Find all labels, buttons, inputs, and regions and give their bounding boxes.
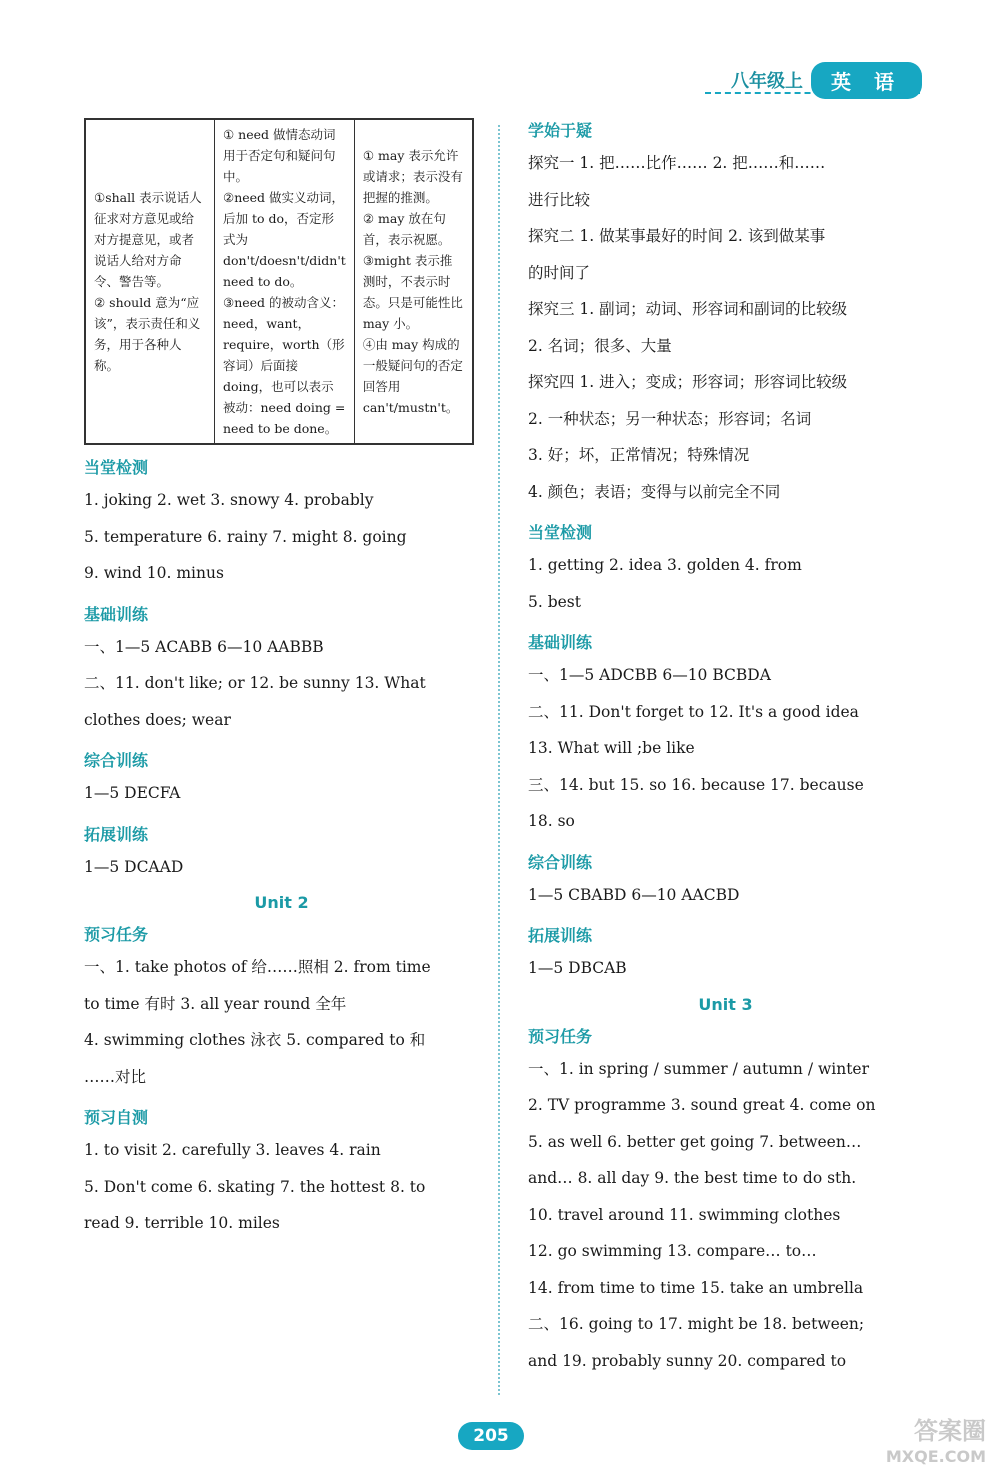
may-cell (354, 119, 473, 444)
section-title: 当堂检测 (84, 458, 149, 477)
answer-line: 9. wind 10. minus (84, 564, 224, 582)
answer-line: 4. 颜色；表语；变得与以前完全不同 (528, 482, 781, 501)
section-title: 综合训练 (528, 852, 593, 872)
answer-line: 探究四 1. 进入；变成；形容词；形容词比较级 (528, 373, 848, 391)
answer-line: clothes does; wear (84, 710, 231, 729)
watermark-logo (886, 1418, 986, 1470)
answer-line: 3. 好；坏，正常情况；特殊情况 (528, 446, 750, 464)
answer-line: 一、1—5 ACABB 6—10 AABBB (84, 637, 324, 656)
answer-line: to time 有时 3. all year round 全年 (84, 994, 347, 1013)
section-title: 拓展训练 (528, 926, 593, 945)
page-header (731, 58, 922, 102)
answer-line: 10. travel around 11. swimming clothes (528, 1205, 841, 1224)
answer-line: 1. joking 2. wet 3. snowy 4. probably (84, 491, 374, 509)
watermark-url: MXQE.COM (885, 1447, 986, 1466)
answer-line: 18. so (528, 812, 575, 830)
table-text: ① need 做情态动词用于否定句和疑问句中。 (223, 127, 336, 184)
watermark-text: 答案圈 (914, 1417, 986, 1445)
left-column (84, 118, 479, 1242)
answer-line: 二、16. going to 17. might be 18. between; (528, 1315, 865, 1333)
modal-verb-table (84, 118, 474, 445)
answer-line: 5. as well 6. better get going 7. between… (528, 1132, 862, 1151)
answer-line: read 9. terrible 10. miles (84, 1214, 280, 1232)
answer-line: 探究一 1. 把……比作…… 2. 把……和…… (528, 154, 826, 172)
answer-line: 1—5 CBABD 6—10 AACBD (528, 885, 740, 904)
answer-line: 12. go swimming 13. compare… to… (528, 1242, 817, 1260)
answer-line: 1. to visit 2. carefully 3. leaves 4. rain (84, 1141, 381, 1159)
answer-line: ……对比 (84, 1067, 147, 1086)
table-text: ②need 做实义动词，后加 to do，否定形式为 don't/doesn't/didn't need to do。 (223, 190, 346, 289)
answer-line: 1—5 DBCAB (528, 959, 627, 977)
answer-line: 5. Don't come 6. skating 7. the hottest 8. to (84, 1177, 426, 1196)
answer-line: 二、11. don't like; or 12. be sunny 13. What (84, 674, 426, 692)
right-column (528, 118, 923, 1379)
unit-heading: Unit 3 (698, 994, 753, 1014)
table-text: ③might 表示推测时，不表示时态。只是可能性比 may 小。 (362, 253, 463, 331)
section-title: 预习任务 (84, 925, 149, 944)
page-number: 205 (458, 1422, 524, 1450)
section-title: 学始于疑 (528, 121, 593, 140)
subject-badge: 英 语 (811, 62, 922, 99)
shall-cell (85, 119, 215, 444)
answer-line: 5. best (528, 592, 581, 611)
table-text: ①shall 表示说话人征求对方意见或给对方提意见，或者说话人给对方命令、警告等。 (94, 190, 202, 289)
grade-label: 八年级上 (731, 71, 804, 92)
answer-line: 5. temperature 6. rainy 7. might 8. going (84, 527, 407, 546)
answer-line: 2. 名词；很多、大量 (528, 336, 672, 355)
table-text: ① may 表示允许或请求；表示没有把握的推测。 (362, 148, 463, 205)
answer-line: 1—5 DECFA (84, 784, 181, 802)
answer-line: 13. What will ;be like (528, 739, 695, 757)
section-title: 基础训练 (84, 604, 149, 624)
answer-line: 1. getting 2. idea 3. golden 4. from (528, 556, 802, 574)
answer-line: 一、1—5 ADCBB 6—10 BCBDA (528, 666, 771, 684)
answer-line: 三、14. but 15. so 16. because 17. because (528, 775, 864, 794)
answer-line: 一、1. in spring / summer / autumn / winter (528, 1059, 870, 1078)
answer-line: 二、11. Don't forget to 12. It's a good idea (528, 702, 859, 721)
answer-line: 1—5 DCAAD (84, 857, 184, 876)
answer-line: 2. TV programme 3. sound great 4. come on (528, 1096, 876, 1114)
section-title: 预习自测 (84, 1108, 149, 1127)
column-divider (498, 125, 500, 1395)
unit-heading: Unit 2 (254, 893, 309, 912)
answer-line: 探究二 1. 做某事最好的时间 2. 该到做某事 (528, 227, 826, 245)
table-text: ④由 may 构成的一般疑问句的否定回答用 can't/mustn't。 (362, 337, 463, 415)
answer-line: 探究三 1. 副词；动词、形容词和副词的比较级 (528, 300, 848, 318)
need-cell (215, 119, 355, 444)
header-divider (705, 92, 920, 94)
section-title: 拓展训练 (84, 824, 149, 844)
answer-line: 进行比较 (528, 190, 591, 209)
section-title: 当堂检测 (528, 523, 593, 542)
answer-line: 4. swimming clothes 泳衣 5. compared to 和 (84, 1031, 426, 1049)
table-text: ② should 意为“应该”，表示责任和义务，用于各种人称。 (94, 295, 201, 373)
table-text: ③need 的被动含义：need，want，require，worth（形容词）后面接 doing，也可以表示被动：need doing = need to be done。 (223, 295, 346, 436)
answer-line: 14. from time to time 15. take an umbrella (528, 1278, 864, 1297)
answer-line: 2. 一种状态；另一种状态；形容词；名词 (528, 409, 812, 428)
answer-line: and… 8. all day 9. the best time to do sth. (528, 1169, 857, 1187)
table-text: ② may 放在句首，表示祝愿。 (362, 211, 451, 247)
answer-line: 一、1. take photos of 给……照相 2. from time (84, 958, 431, 976)
answer-line: 的时间了 (528, 263, 591, 282)
section-title: 综合训练 (84, 751, 149, 770)
answer-line: and 19. probably sunny 20. compared to (528, 1351, 847, 1370)
section-title: 预习任务 (528, 1026, 593, 1046)
section-title: 基础训练 (528, 633, 593, 652)
